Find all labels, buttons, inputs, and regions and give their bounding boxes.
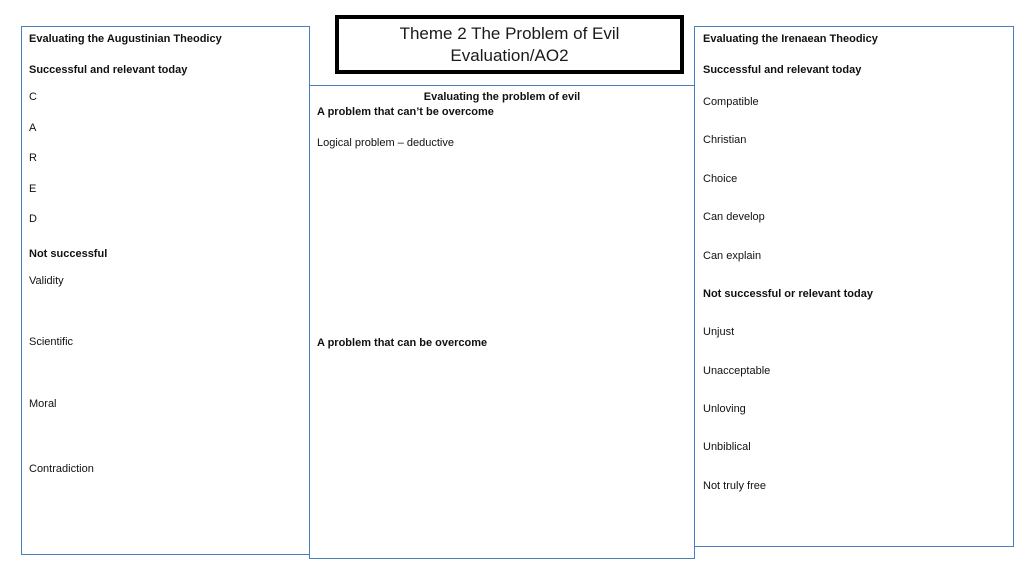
augustinian-letter-d: D — [29, 213, 37, 225]
augustinian-item-moral: Moral — [29, 398, 57, 410]
irenaean-item-unjust: Unjust — [703, 326, 735, 338]
problem-of-evil-heading: Evaluating the problem of evil — [423, 91, 581, 103]
irenaean-not-successful-heading: Not successful or relevant today — [703, 288, 873, 300]
irenaean-item-compatible: Compatible — [703, 96, 759, 108]
augustinian-successful-heading: Successful and relevant today — [29, 64, 188, 76]
page-title — [400, 23, 620, 67]
irenaean-item-unacceptable: Unacceptable — [703, 365, 771, 377]
irenaean-item-christian: Christian — [703, 134, 747, 146]
irenaean-heading: Evaluating the Irenaean Theodicy — [703, 33, 878, 45]
augustinian-letter-e: E — [29, 183, 37, 195]
augustinian-panel — [21, 26, 310, 555]
augustinian-heading: Evaluating the Augustinian Theodicy — [29, 33, 222, 45]
irenaean-panel — [694, 26, 1014, 547]
irenaean-item-can-develop: Can develop — [703, 211, 765, 223]
cant-overcome-heading: A problem that can’t be overcome — [317, 106, 494, 118]
irenaean-item-can-explain: Can explain — [703, 250, 762, 262]
augustinian-item-contradiction: Contradiction — [29, 463, 94, 475]
augustinian-letter-a: A — [29, 122, 37, 134]
irenaean-successful-heading: Successful and relevant today — [703, 64, 862, 76]
title-line-2: Evaluation/AO2 — [450, 45, 569, 65]
augustinian-letter-c: C — [29, 91, 37, 103]
irenaean-item-choice: Choice — [703, 173, 738, 185]
can-overcome-heading: A problem that can be overcome — [317, 337, 488, 349]
augustinian-item-scientific: Scientific — [29, 336, 74, 348]
augustinian-letter-r: R — [29, 152, 37, 164]
augustinian-item-validity: Validity — [29, 275, 64, 287]
logical-problem-text: Logical problem – deductive — [317, 137, 454, 149]
title-line-1: Theme 2 The Problem of Evil — [399, 23, 620, 43]
problem-of-evil-panel — [309, 85, 695, 559]
irenaean-item-unbiblical: Unbiblical — [703, 441, 751, 453]
title-box — [335, 15, 684, 74]
augustinian-not-successful-heading: Not successful — [29, 248, 108, 260]
irenaean-item-unloving: Unloving — [703, 403, 746, 415]
irenaean-item-not-truly-free: Not truly free — [703, 480, 766, 492]
